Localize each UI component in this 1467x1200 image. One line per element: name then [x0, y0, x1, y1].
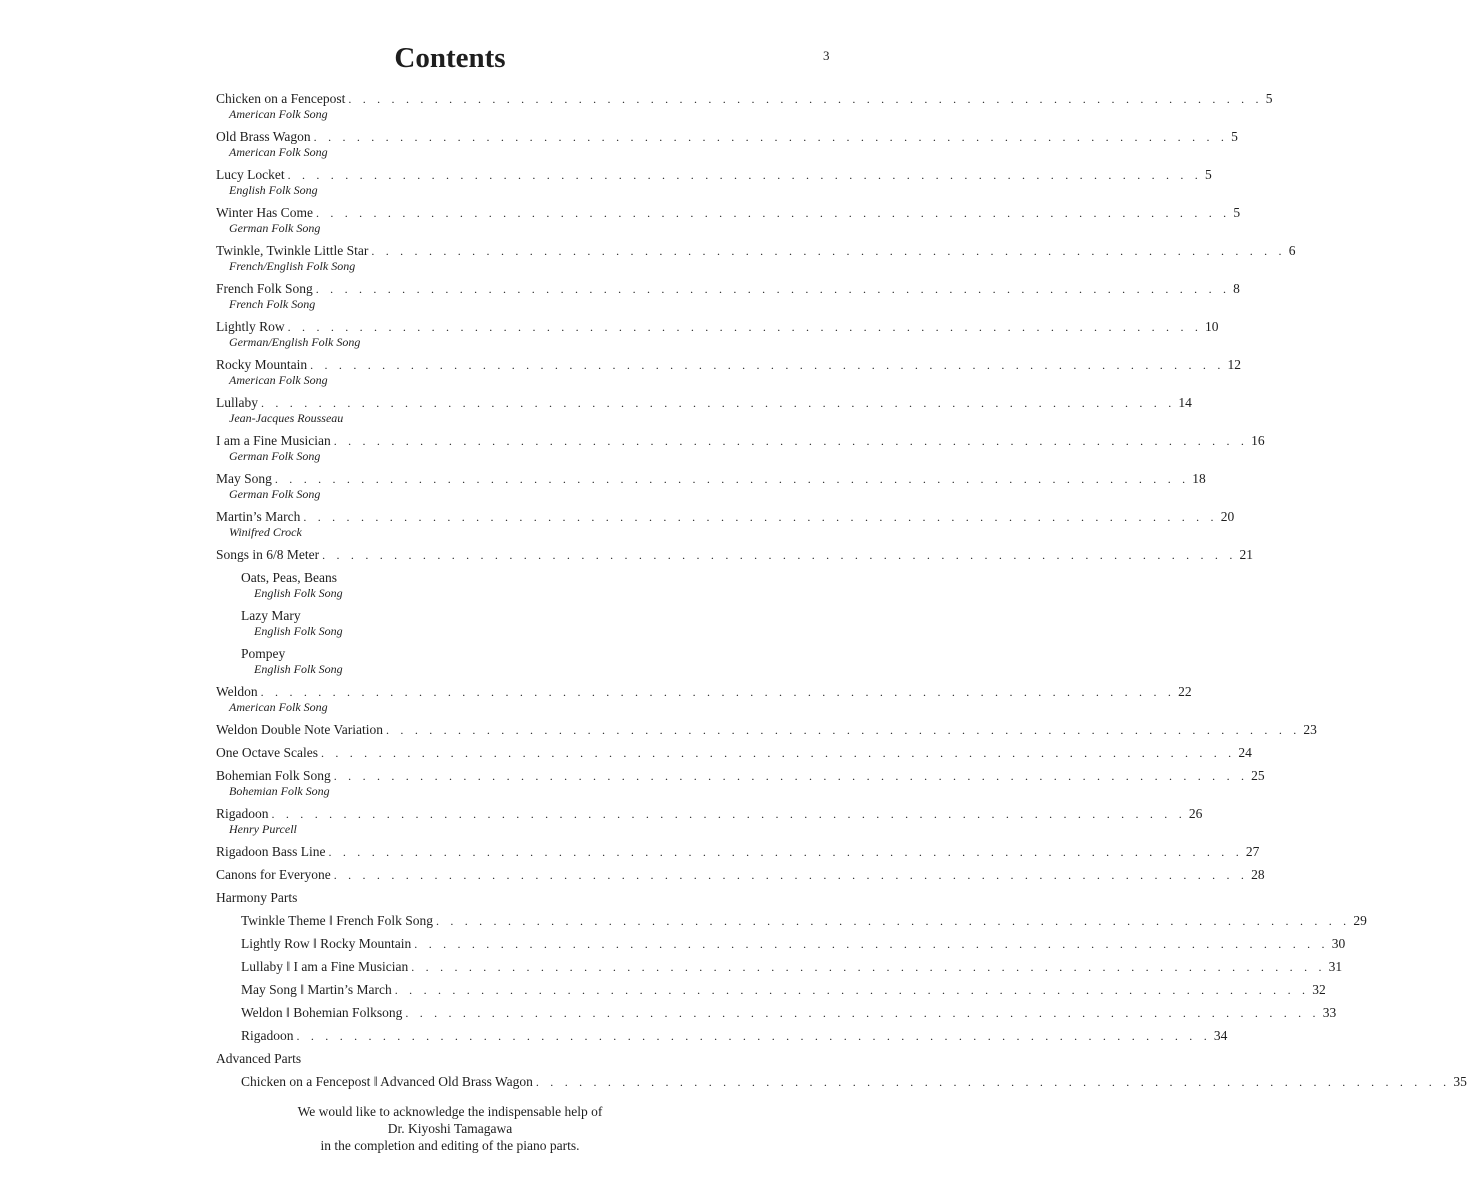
dot-leader: . . . . . . . . . . . . . . . . . . . . . . . . . . . . . . . . . . . . . . . . . . . . . . . . . . . . . . . . . . . . . . . . — [333, 868, 1249, 882]
acknowledgement-line: We would like to acknowledge the indispensable help of — [297, 1104, 603, 1119]
dot-leader: . . . . . . . . . . . . . . . . . . . . . . . . . . . . . . . . . . . . . . . . . . . . . . . . . . . . . . . . . . . . . . . . — [405, 1006, 1320, 1020]
toc-entry-title: Weldon Double Note Variation — [216, 722, 384, 737]
dot-leader: . . . . . . . . . . . . . . . . . . . . . . . . . . . . . . . . . . . . . . . . . . . . . . . . . . . . . . . . . . . . . . . . — [296, 1029, 1211, 1043]
toc-entry-canons-for-everyone — [216, 866, 1265, 884]
toc-entry-title: May Song ‖ Martin’s March — [241, 982, 392, 997]
toc-entry-subtitle: American Folk Song — [229, 373, 328, 387]
toc-section-title: Advanced Parts — [216, 1051, 302, 1066]
dot-leader: . . . . . . . . . . . . . . . . . . . . . . . . . . . . . . . . . . . . . . . . . . . . . . . . . . . . . . . . . . . . . . . . — [328, 845, 1243, 859]
dot-leader: . . . . . . . . . . . . . . . . . . . . . . . . . . . . . . . . . . . . . . . . . . . . . . . . . . . . . . . . . . . . . . . . — [371, 244, 1286, 258]
toc-entry-title: I am a Fine Musician — [216, 433, 331, 448]
dot-leader: . . . . . . . . . . . . . . . . . . . . . . . . . . . . . . . . . . . . . . . . . . . . . . . . . . . . . . . . . . . . . . . . — [535, 1075, 1451, 1089]
toc-entry-page: 34 — [1213, 1028, 1228, 1043]
page-number: 3 — [823, 48, 830, 63]
toc-entry-subtitle: German Folk Song — [229, 487, 321, 501]
toc-entry-title: Lullaby ‖ I am a Fine Musician — [241, 959, 409, 974]
dot-leader: . . . . . . . . . . . . . . . . . . . . . . . . . . . . . . . . . . . . . . . . . . . . . . . . . . . . . . . . . . . . . . . . — [333, 769, 1249, 783]
toc-entry-subtitle: English Folk Song — [254, 624, 343, 638]
toc-entry-page: 18 — [1192, 471, 1206, 486]
toc-entry-title: May Song — [216, 471, 272, 486]
toc-entry-page: 31 — [1328, 959, 1343, 974]
toc-entry-title: Bohemian Folk Song — [216, 768, 331, 783]
toc-entry-page: 25 — [1251, 768, 1265, 783]
toc-entry-title: Chicken on a Fencepost — [216, 91, 346, 106]
dot-leader: . . . . . . . . . . . . . . . . . . . . . . . . . . . . . . . . . . . . . . . . . . . . . . . . . . . . . . . . . . . . . . . . — [313, 130, 1229, 144]
toc-entry-weldon-double-note-variation — [216, 721, 1317, 739]
toc-entry-harmony-weldon-bohemian — [241, 1004, 1337, 1022]
toc-entry-page: 6 — [1288, 243, 1296, 258]
toc-entry-subtitle: American Folk Song — [229, 145, 328, 159]
toc-entry-title: Old Brass Wagon — [216, 129, 311, 144]
toc-entry-page: 5 — [1233, 205, 1241, 220]
toc-entry-title: Lightly Row ‖ Rocky Mountain — [241, 936, 412, 951]
toc-entry-title: Rigadoon Bass Line — [216, 844, 326, 859]
toc-section-advanced-parts — [216, 1050, 683, 1068]
dot-leader: . . . . . . . . . . . . . . . . . . . . . . . . . . . . . . . . . . . . . . . . . . . . . . . . . . . . . . . . . . . . . . . . — [260, 685, 1176, 699]
acknowledgement-line: Dr. Kiyoshi Tamagawa — [387, 1121, 513, 1136]
dot-leader: . . . . . . . . . . . . . . . . . . . . . . . . . . . . . . . . . . . . . . . . . . . . . . . . . . . . . . . . . . . . . . . . — [394, 983, 1310, 997]
toc-entry-title: Winter Has Come — [216, 205, 313, 220]
toc-entry-subtitle: German Folk Song — [229, 449, 321, 463]
toc-entry-title: Canons for Everyone — [216, 867, 331, 882]
dot-leader: . . . . . . . . . . . . . . . . . . . . . . . . . . . . . . . . . . . . . . . . . . . . . . . . . . . . . . . . . . . . . . . . — [310, 358, 1225, 372]
toc-entry-one-octave-scales — [216, 744, 1252, 762]
dot-leader: . . . . . . . . . . . . . . . . . . . . . . . . . . . . . . . . . . . . . . . . . . . . . . . . . . . . . . . . . . . . . . . . — [333, 434, 1249, 448]
dot-leader: . . . . . . . . . . . . . . . . . . . . . . . . . . . . . . . . . . . . . . . . . . . . . . . . . . . . . . . . . . . . . . . . — [435, 914, 1351, 928]
acknowledgement-line: in the completion and editing of the piano parts. — [320, 1138, 580, 1153]
toc-entry-page: 5 — [1265, 91, 1273, 106]
toc-entry-title: One Octave Scales — [216, 745, 318, 760]
dot-leader: . . . . . . . . . . . . . . . . . . . . . . . . . . . . . . . . . . . . . . . . . . . . . . . . . . . . . . . . . . . . . . . . — [414, 937, 1329, 951]
toc-entry-title: Songs in 6/8 Meter — [216, 547, 320, 562]
toc-entry-page: 29 — [1353, 913, 1367, 928]
toc-entry-page: 33 — [1322, 1005, 1337, 1020]
toc-entry-title: Weldon ‖ Bohemian Folksong — [241, 1005, 403, 1020]
toc-entry-title: French Folk Song — [216, 281, 313, 296]
toc-entry-subtitle: German Folk Song — [229, 221, 321, 235]
toc-entry-harmony-lightly-rocky — [241, 935, 1346, 953]
toc-entry-page: 14 — [1178, 395, 1192, 410]
toc-entry-page: 24 — [1238, 745, 1252, 760]
toc-entry-page: 22 — [1178, 684, 1192, 699]
toc-entry-title: Weldon — [216, 684, 258, 699]
toc-entry-subtitle: German/English Folk Song — [229, 335, 361, 349]
dot-leader: . . . . . . . . . . . . . . . . . . . . . . . . . . . . . . . . . . . . . . . . . . . . . . . . . . . . . . . . . . . . . . . . — [303, 510, 1218, 524]
dot-leader: . . . . . . . . . . . . . . . . . . . . . . . . . . . . . . . . . . . . . . . . . . . . . . . . . . . . . . . . . . . . . . . . — [386, 723, 1301, 737]
toc-entry-title: Lightly Row — [216, 319, 285, 334]
toc-entry-title: Pompey — [241, 646, 286, 661]
toc-entry-title: Rigadoon — [241, 1028, 294, 1043]
toc-entry-subtitle: Bohemian Folk Song — [229, 784, 330, 798]
toc-entry-page: 21 — [1239, 547, 1254, 562]
dot-leader: . . . . . . . . . . . . . . . . . . . . . . . . . . . . . . . . . . . . . . . . . . . . . . . . . . . . . . . . . . . . . . . . — [322, 548, 1237, 562]
toc-entry-title: Oats, Peas, Beans — [241, 570, 337, 585]
toc-entry-page: 30 — [1331, 936, 1346, 951]
toc-entry-title: Lazy Mary — [241, 608, 301, 623]
dot-leader: . . . . . . . . . . . . . . . . . . . . . . . . . . . . . . . . . . . . . . . . . . . . . . . . . . . . . . . . . . . . . . . . — [287, 168, 1203, 182]
toc-entry-harmony-may-martin — [241, 981, 1326, 999]
toc-entry-title: Martin’s March — [216, 509, 301, 524]
toc-entry-page: 16 — [1251, 433, 1265, 448]
toc-entry-subtitle: English Folk Song — [254, 586, 343, 600]
toc-entry-subtitle: Winifred Crock — [229, 525, 302, 539]
toc-entry-title: Chicken on a Fencepost ‖ Advanced Old Brass Wagon — [241, 1074, 533, 1089]
toc-entry-title: Rigadoon — [216, 806, 269, 821]
toc-entry-harmony-lullaby-musician — [241, 958, 1343, 976]
toc-entry-page: 20 — [1220, 509, 1235, 524]
toc-entry-title: Lucy Locket — [216, 167, 285, 182]
toc-entry-page: 8 — [1233, 281, 1240, 296]
toc-entry-title: Twinkle, Twinkle Little Star — [216, 243, 369, 258]
toc-entry-advanced-chicken-wagon — [241, 1073, 1467, 1091]
dot-leader: . . . . . . . . . . . . . . . . . . . . . . . . . . . . . . . . . . . . . . . . . . . . . . . . . . . . . . . . . . . . . . . . — [261, 396, 1176, 410]
toc-entry-page: 5 — [1231, 129, 1238, 144]
dot-leader: . . . . . . . . . . . . . . . . . . . . . . . . . . . . . . . . . . . . . . . . . . . . . . . . . . . . . . . . . . . . . . . . — [348, 92, 1263, 106]
toc-section-harmony-parts — [216, 889, 683, 907]
toc-entry-subtitle: American Folk Song — [229, 700, 328, 714]
dot-leader: . . . . . . . . . . . . . . . . . . . . . . . . . . . . . . . . . . . . . . . . . . . . . . . . . . . . . . . . . . . . . . . . — [315, 282, 1231, 296]
toc-entry-subtitle: French Folk Song — [229, 297, 316, 311]
dot-leader: . . . . . . . . . . . . . . . . . . . . . . . . . . . . . . . . . . . . . . . . . . . . . . . . . . . . . . . . . . . . . . . . — [320, 746, 1236, 760]
toc-entry-title: Twinkle Theme ‖ French Folk Song — [241, 913, 433, 928]
toc-entry-page: 10 — [1205, 319, 1219, 334]
toc-entry-page: 23 — [1303, 722, 1317, 737]
acknowledgement — [0, 1103, 900, 1154]
toc-entry-subtitle: Henry Purcell — [229, 822, 297, 836]
dot-leader: . . . . . . . . . . . . . . . . . . . . . . . . . . . . . . . . . . . . . . . . . . . . . . . . . . . . . . . . . . . . . . . . — [411, 960, 1326, 974]
toc-entry-page: 32 — [1312, 982, 1326, 997]
toc-entry-harmony-rigadoon — [241, 1027, 1228, 1045]
toc-entry-subtitle: American Folk Song — [229, 107, 328, 121]
toc-entry-page: 28 — [1251, 867, 1265, 882]
toc-entry-subtitle: French/English Folk Song — [229, 259, 356, 273]
toc-entry-subtitle: English Folk Song — [254, 662, 343, 676]
toc-entry-subtitle: English Folk Song — [229, 183, 318, 197]
toc-entry-page: 27 — [1245, 844, 1260, 859]
toc-entry-title: Lullaby — [216, 395, 258, 410]
dot-leader: . . . . . . . . . . . . . . . . . . . . . . . . . . . . . . . . . . . . . . . . . . . . . . . . . . . . . . . . . . . . . . . . — [274, 472, 1190, 486]
toc-entry-songs-in-6-8-meter — [216, 546, 1254, 564]
toc-entry-title: Rocky Mountain — [216, 357, 308, 372]
toc-entry-page: 12 — [1227, 357, 1242, 372]
toc-entry-page: 26 — [1188, 806, 1203, 821]
toc-entry-harmony-twinkle-french — [241, 912, 1367, 930]
toc-entry-page: 35 — [1453, 1074, 1467, 1089]
dot-leader: . . . . . . . . . . . . . . . . . . . . . . . . . . . . . . . . . . . . . . . . . . . . . . . . . . . . . . . . . . . . . . . . — [271, 807, 1186, 821]
dot-leader: . . . . . . . . . . . . . . . . . . . . . . . . . . . . . . . . . . . . . . . . . . . . . . . . . . . . . . . . . . . . . . . . — [315, 206, 1231, 220]
toc-entry-subtitle: Jean-Jacques Rousseau — [229, 411, 344, 425]
toc-section-title: Harmony Parts — [216, 890, 298, 905]
toc-entry-page: 5 — [1205, 167, 1212, 182]
toc-entry-rigadoon-bass-line — [216, 843, 1260, 861]
page-title: Contents — [394, 42, 506, 74]
dot-leader: . . . . . . . . . . . . . . . . . . . . . . . . . . . . . . . . . . . . . . . . . . . . . . . . . . . . . . . . . . . . . . . . — [287, 320, 1203, 334]
